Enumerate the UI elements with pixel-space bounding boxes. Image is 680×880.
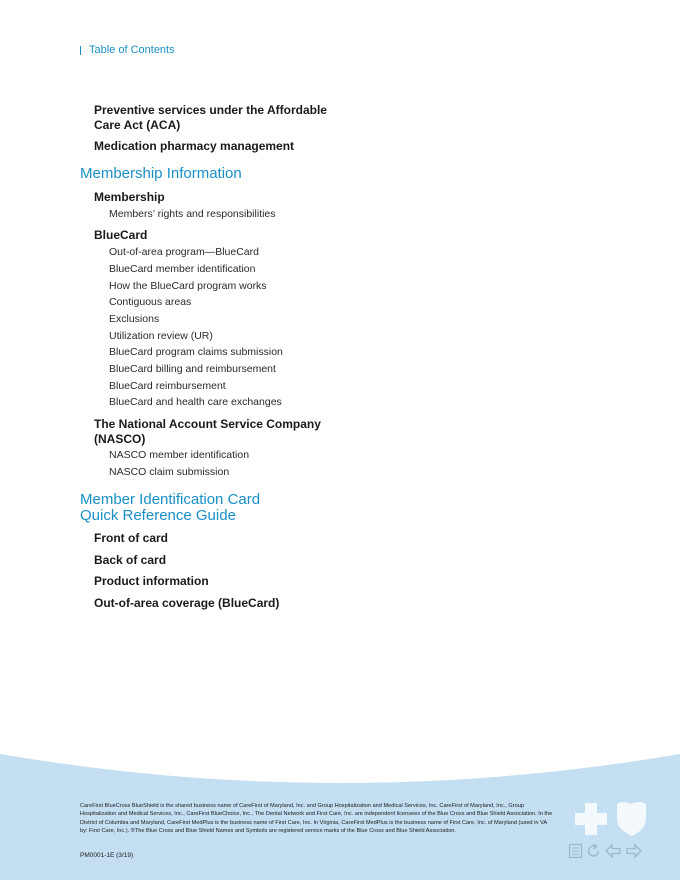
table-of-contents-link[interactable] — [80, 44, 175, 56]
back-icon[interactable] — [586, 843, 601, 864]
toc-subitem[interactable]: Utilization review (UR) — [109, 330, 213, 342]
legal-text: CareFirst BlueCross BlueShield is the shared business name of CareFirst of Maryland, Inc. and Group Hospitalization and Medical Services, Inc. CareFirst of Maryland, Inc., Group Hospitalization and Medical Services, Inc., CareFirst BlueChoice, Inc., The Dental Network and First Care, Inc. are independent licensees of the Blue Cross and Blue Shield Association. In the District of Columbia and Maryland, CareFirst MedPlus is the business name of First Care, Inc. In Virginia, CareFirst MedPlus is the business name of First Care, Inc. of Maryland (used in VA by: First Care, Inc.). ®The Blue Cross and Blue Shield Names and Symbols are registered service marks of the Blue Cross and Blue Shield Association. — [80, 803, 553, 834]
toc-subitem[interactable]: Contiguous areas — [109, 296, 192, 308]
toc-item-medication[interactable]: Medication pharmacy management — [94, 139, 295, 153]
toc-subitem[interactable]: BlueCard billing and reimbursement — [109, 363, 276, 375]
toc-subitem[interactable]: Members’ rights and responsibilities — [109, 208, 276, 220]
section-title-membership[interactable]: Membership Information — [80, 165, 242, 182]
toc-item-product-information[interactable]: Product information — [94, 574, 209, 588]
toc-item-back-of-card[interactable]: Back of card — [94, 553, 167, 567]
cross-shield-logo-icon — [573, 800, 649, 838]
toc-item-nasco[interactable]: The National Account Service Company (NASCO) — [94, 417, 321, 446]
toc-page-icon[interactable] — [568, 843, 583, 864]
toc-subitem[interactable]: BlueCard program claims submission — [109, 346, 283, 358]
next-page-icon[interactable] — [625, 843, 643, 864]
toc-subitem[interactable]: BlueCard reimbursement — [109, 380, 226, 392]
toc-item-preventive[interactable]: Preventive services under the Affordable Care Act (ACA) — [94, 103, 327, 132]
toc-subitem[interactable]: NASCO member identification — [109, 449, 250, 461]
toc-item-front-of-card[interactable]: Front of card — [94, 531, 168, 545]
toc-subitem[interactable]: Exclusions — [109, 313, 160, 325]
document-code: PM0001-1E (3/19) — [80, 852, 134, 859]
toc-subitem[interactable]: How the BlueCard program works — [109, 280, 267, 292]
toc-subitem[interactable]: BlueCard and health care exchanges — [109, 396, 282, 408]
toc-item-out-of-area[interactable]: Out-of-area coverage (BlueCard) — [94, 596, 280, 610]
previous-page-icon[interactable] — [604, 843, 622, 864]
toc-link-label: Table of Contents — [89, 44, 175, 56]
section-title-id-card[interactable]: Member Identification Card Quick Reference Guide — [80, 491, 261, 524]
toc-subitem[interactable]: NASCO claim submission — [109, 466, 230, 478]
toc-subitem[interactable]: Out-of-area program—BlueCard — [109, 246, 259, 258]
toc-item-bluecard[interactable]: BlueCard — [94, 228, 148, 242]
divider — [80, 46, 81, 55]
navigation-icons — [568, 843, 643, 864]
toc-item-membership[interactable]: Membership — [94, 190, 165, 204]
toc-subitem[interactable]: BlueCard member identification — [109, 263, 256, 275]
